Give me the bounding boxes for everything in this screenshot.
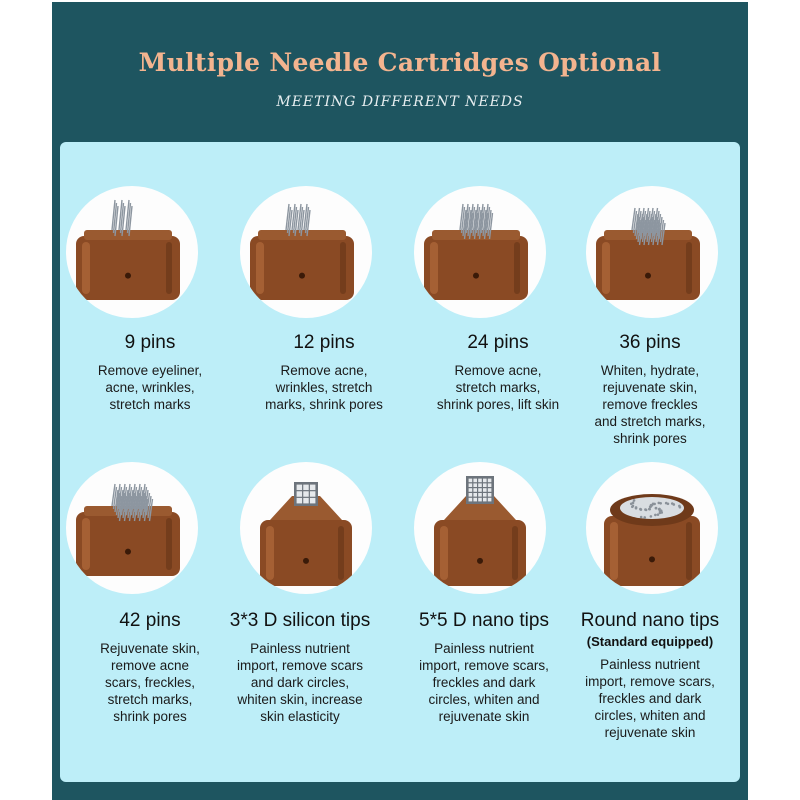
cartridge-description: Painless nutrient import, remove scars, freckles and dark circles, whiten and rejuvenate skin (585, 657, 715, 740)
cartridge-description: Remove acne, wrinkles, stretch marks, shrink pores (265, 363, 383, 412)
silicon-tip-3x3-cartridge-icon (240, 462, 372, 594)
banner-frame (52, 2, 748, 800)
cartridge-grid-panel (60, 142, 740, 782)
cartridge-name: Round nano tips (580, 610, 720, 631)
cartridge-name: 12 pins (293, 332, 355, 353)
cartridge-name: 3*3 D silicon tips (229, 610, 371, 631)
cartridge-name: 9 pins (124, 332, 176, 353)
cartridge-name: 24 pins (467, 332, 529, 353)
cartridge-description: Rejuvenate skin, remove acne scars, freckles, stretch marks, shrink pores (100, 641, 200, 724)
needle-cartridge-36-pins-icon (586, 186, 718, 318)
needle-cartridge-12-pins-icon (240, 186, 372, 318)
needle-cartridge-24-pins-icon (414, 186, 546, 318)
cartridge-name: 36 pins (619, 332, 681, 353)
standard-equipped-note: (Standard equipped) (586, 634, 714, 649)
cartridge-description: Painless nutrient import, remove scars, freckles and dark circles, whiten and rejuvenate skin (419, 641, 549, 724)
cartridge-name: 42 pins (119, 610, 181, 631)
needle-cartridge-42-pins-icon (66, 462, 198, 594)
cartridge-name: 5*5 D nano tips (419, 610, 549, 631)
round-nano-tip-cartridge-icon (586, 462, 718, 594)
page-title: Multiple Needle Cartridges Optional (138, 48, 662, 77)
cartridge-description: Remove eyeliner, acne, wrinkles, stretch marks (97, 363, 203, 412)
page-subtitle: MEETING DIFFERENT NEEDS (276, 94, 524, 110)
nano-tip-5x5-cartridge-icon (414, 462, 546, 594)
cartridge-description: Whiten, hydrate, rejuvenate skin, remove freckles and stretch marks, shrink pores (594, 363, 706, 446)
needle-cartridge-9-pins-icon (66, 186, 198, 318)
cartridge-description: Remove acne, stretch marks, shrink pores, lift skin (436, 363, 560, 412)
cartridge-description: Painless nutrient import, remove scars and dark circles, whiten skin, increase skin elasticity (236, 641, 364, 724)
